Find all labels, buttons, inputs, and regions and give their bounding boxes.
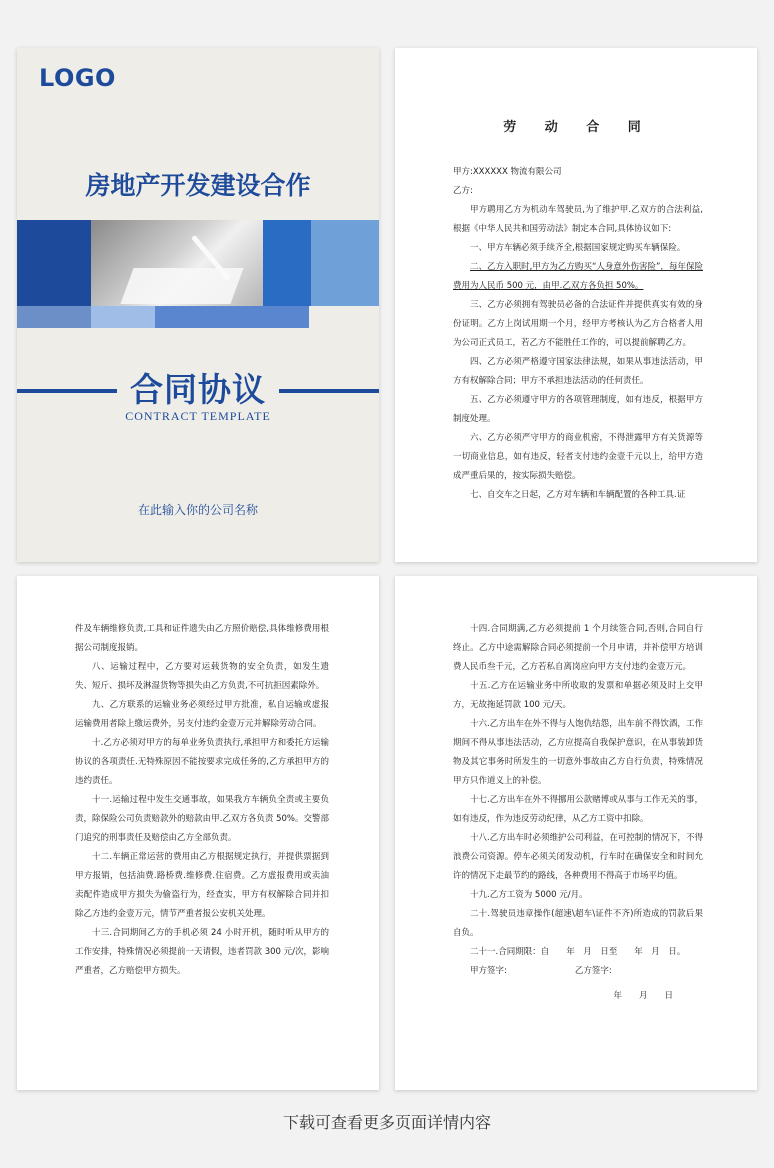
cover-page	[17, 48, 379, 562]
party-b: 乙方:	[453, 186, 473, 196]
download-hint: 下载可查看更多页面详情内容	[282, 1113, 491, 1132]
party-a: 甲方:XXXXXX 物流有限公司	[453, 167, 562, 177]
company-name-placeholder: 在此输入你的公司名称	[137, 503, 258, 517]
cover-title: 房地产开发建设合作	[85, 171, 311, 200]
clause: 十二.车辆正常运营的费用由乙方根据规定执行，并提供票据到甲方报销，包括油费.路桥费.维修费.住宿费。乙方虚报费用或卖油卖配件造成甲方损失为偷盗行为，经查实，甲方有权解除合同并扣除乙方违约金壹万元，情节严重者报公安机关处理。	[75, 852, 329, 919]
clause: 十八.乙方出车时必须维护公司利益，在可控制的情况下，不得浪费公司资源。停车必须关闭发动机，行车时在确保安全和时间允许的情况下走最节约的路线，各种费用不得高于市场平均值。	[453, 833, 703, 881]
cover-image-band	[17, 220, 379, 328]
clause: 二、乙方入职时,甲方为乙方购买“人身意外伤害险”，每年保险费用为人民币 500 元，由甲.乙双方各负担 50%。	[453, 262, 703, 291]
signature-date: 年 月 日	[613, 991, 673, 1001]
clause: 七、自交车之日起，乙方对车辆和车辆配置的各种工具.证	[470, 490, 686, 500]
clause: 十.乙方必须对甲方的每单业务负责执行,承担甲方和委托方运输协议的各项责任.无特殊原因不能按要求完成任务的,乙方承担甲方的违约责任。	[75, 738, 329, 786]
clause: 八、运输过程中，乙方要对运载货物的安全负责，如发生遗失、短斤、损坏及淋湿货物等损失由乙方负责,不可抗拒因素除外。	[75, 662, 329, 691]
clause: 十七.乙方出车在外不得挪用公款赌博或从事与工作无关的事，如有违反，作为违反劳动纪律，从乙方工资中扣除。	[453, 795, 703, 824]
agreement-title: 合同协议	[130, 370, 266, 409]
clause: 十九.乙方工资为 5000 元/月。	[470, 890, 588, 900]
agreement-subtitle: CONTRACT TEMPLATE	[125, 409, 271, 423]
contract-intro: 甲方聘用乙方为机动车驾驶员,为了维护甲.乙双方的合法利益,根据《中华人民共和国劳动法》制定本合同,具体协议如下:	[453, 205, 703, 234]
clause: 二十.驾驶员违章操作(超速\超车\证件不齐)所造成的罚款后果自负。	[453, 909, 703, 938]
clause: 一、甲方车辆必须手续齐全,根据国家规定购买车辆保险。	[470, 243, 686, 253]
clause: 三、乙方必须拥有驾驶员必备的合法证件并提供真实有效的身份证明。乙方上岗试用期一个月，经甲方考核认为乙方合格者人用为公司正式员工，若乙方不能胜任工作的，可以提前解聘乙方。	[453, 300, 703, 348]
contract-page-1	[395, 48, 757, 562]
clause: 十一.运输过程中发生交通事故，如果我方车辆负全责或主要负责，除保险公司负责赔款外的赔款由甲.乙双方各负责 50%。交警部门追究的刑事责任及赔偿由乙方全部负责。	[75, 795, 329, 843]
clause: 十六.乙方出车在外不得与人饱仇结怨，出车前不得饮酒，工作期间不得从事违法活动，乙方应提高自我保护意识，在从事装卸货物及其它事务时所发生的一切意外事故由乙方自行负责，特殊情况甲方只作道义上的补偿。	[453, 719, 703, 786]
clause: 五、乙方必须遵守甲方的各项管理制度，如有违反，根据甲方制度处理。	[453, 395, 703, 424]
clause: 十四.合同期满,乙方必须提前 1 个月续签合同,否则,合同自行终止。乙方中途需解除合同必须提前一个月申请，并补偿甲方培训费人民币叁千元，乙方若私自离岗应向甲方支付违约金壹万元。	[453, 624, 703, 672]
clause: 四、乙方必须严格遵守国家法律法规，如果从事违法活动，甲方有权解除合同；甲方不承担违法活动的任何责任。	[453, 357, 703, 386]
logo: LOGO	[39, 64, 116, 92]
clause: 十三.合同期间乙方的手机必须 24 小时开机，随时听从甲方的工作安排，特殊情况必须提前一天请假，违者罚款 300 元/次，影响严重者，乙方赔偿甲方损失。	[75, 928, 329, 976]
clause: 十五.乙方在运输业务中所收取的发票和单据必须及时上交甲方，无故拖延罚款 100 元/天。	[453, 681, 703, 710]
document-title: 劳 动 合 同	[503, 120, 653, 135]
clause: 件及车辆维修负责,工具和证件遗失由乙方照价赔偿,具体维修费用根据公司制度报销。	[75, 624, 329, 653]
contract-page-2	[17, 576, 379, 1090]
clause: 六、乙方必须严守甲方的商业机密，不得泄露甲方有关货源等一切商业信息，如有违反，轻者支付违约金壹千元以上，给甲方造成严重后果的，按实际损失赔偿。	[453, 433, 703, 481]
clause: 九、乙方联系的运输业务必须经过甲方批准，私自运输或虚报运输费用者除上缴运费外，另支付违约金壹万元并解除劳动合同。	[75, 700, 329, 729]
contract-page-3	[395, 576, 757, 1090]
contract-term: 二十一.合同期限：自 年 月 日至 年 月 日。	[470, 947, 686, 957]
signature-line: 甲方签字: 乙方签字:	[470, 966, 612, 976]
